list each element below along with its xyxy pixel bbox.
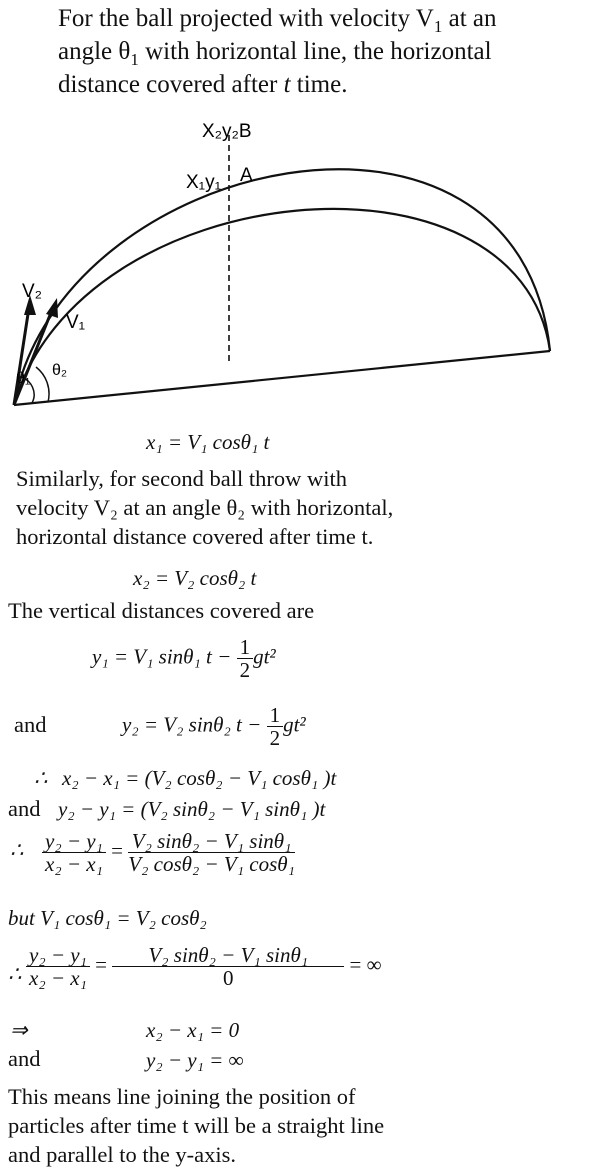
conclusion-line-2: particles after time t will be a straight line: [8, 1113, 385, 1138]
vertical-distances-text: The vertical distances covered are: [8, 598, 315, 623]
equation-dx-zero: x₂ − x₁ = 0: [146, 1018, 240, 1042]
label-theta2: θ₂: [52, 362, 68, 379]
arrowhead-v1: [46, 298, 58, 318]
similarly-line-1: Similarly, for second ball throw with: [16, 466, 347, 491]
intro-paragraph: [58, 2, 496, 101]
equation-dy: y₂ − y₁ = (V₂ sinθ₂ − V₁ sinθ₁ )t: [58, 797, 326, 821]
implies-arrow: ⇒: [10, 1018, 28, 1042]
and-label-2: and: [8, 1046, 41, 1071]
conclusion-paragraph: [8, 1082, 384, 1169]
trajectory-1: [14, 209, 550, 405]
ratio-equation-1: $\frac{\text{y₂ − y₁}}{\text{x₂ − x₁}}$ = $\frac{\text{V₂ sinθ₂ − V₁ sinθ₁}}{\text{V₂ cosθ₂ − V₁ cosθ₁}}$: [42, 830, 295, 875]
ratio2-rhs: $\frac{\text{V₂ sinθ₂ − V₁ sinθ₁}}{0}$: [112, 944, 344, 989]
equation-x2: x₂ = V₂ cosθ₂ t: [133, 566, 257, 590]
therefore-3: ∴: [8, 962, 22, 986]
label-a: A: [240, 165, 253, 186]
ratio-rhs: $\frac{\text{V₂ sinθ₂ − V₁ sinθ₁}}{\text{V₂ cosθ₂ − V₁ cosθ₁}}$: [128, 829, 295, 876]
velocity-arrow-v2: [14, 301, 30, 405]
label-v1: V₁: [66, 312, 86, 333]
similarly-paragraph: [16, 464, 393, 551]
equation-dy-infinity: y₂ − y₁ = ∞: [146, 1048, 244, 1072]
label-v2: V₂: [22, 281, 43, 302]
but-equation: but V₁ cosθ₁ = V₂ cosθ₂: [8, 906, 207, 930]
ground-line: [14, 351, 550, 405]
intro-line-3: distance covered after t time.: [58, 71, 348, 98]
and-prefix: and: [8, 796, 41, 821]
conclusion-line-1: This means line joining the position of: [8, 1084, 356, 1109]
similarly-line-2: velocity V₂ at an angle θ₂ with horizontal,: [16, 495, 394, 520]
similarly-line-3: horizontal distance covered after time t.: [16, 524, 374, 549]
equation-x1: x₁ = V₁ cosθ₁ t: [146, 430, 270, 454]
therefore-1: ∴: [34, 766, 48, 790]
projectile-diagram: [0, 115, 604, 415]
ratio-lhs: $\frac{\text{y₂ − y₁}}{\text{x₂ − x₁}}$: [42, 830, 106, 875]
intro-line-2: angle $\theta_1$ with horizontal line, the horizontal: [58, 38, 492, 69]
fraction-half-2: $\frac{1}{2}$: [267, 704, 284, 749]
angle-arc-theta2: [36, 367, 49, 402]
equation-dx: x₂ − x₁ = (V₂ cosθ₂ − V₁ cosθ₁ )t: [62, 766, 337, 790]
label-x2y2b: X₂y₂B: [202, 121, 252, 142]
conclusion-line-3: and parallel to the y-axis.: [8, 1142, 237, 1167]
therefore-2: ∴: [10, 838, 24, 862]
intro-line-1: For the ball projected with velocity $V_1$ at an: [58, 5, 497, 36]
fraction-half: $\frac{1}{2}$: [237, 636, 254, 681]
ratio-equation-2: $\frac{\text{y₂ − y₁}}{\text{x₂ − x₁}}$ = $\frac{\text{V₂ sinθ₂ − V₁ sinθ₁}}{0}$ = ∞: [26, 944, 382, 989]
label-theta1: θ₁: [16, 370, 31, 387]
label-x1y1: X₁y₁: [186, 172, 221, 193]
equation-y1: y₁ = V₁ sinθ₁ t − $\frac{1}{2}$ gt²: [92, 635, 276, 682]
equation-y2: y₂ = V₂ sinθ₂ t − $\frac{1}{2}$ gt²: [122, 703, 306, 750]
ratio2-lhs: $\frac{\text{y₂ − y₁}}{\text{x₂ − x₁}}$: [26, 944, 90, 989]
and-label-1: and: [14, 712, 47, 737]
